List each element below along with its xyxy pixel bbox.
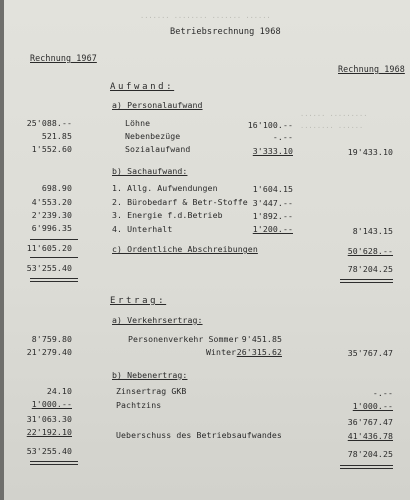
amount-1967: 4'553.20 xyxy=(31,197,72,207)
amount-1968: 1'000.-- xyxy=(352,401,393,411)
category-nebenertrag: b) Nebenertrag: xyxy=(112,370,188,380)
rule-line xyxy=(30,257,78,258)
page-edge-shadow xyxy=(0,0,4,500)
amount-1968: 41'436.78 xyxy=(347,431,393,441)
amount-detail: 26'315.62 xyxy=(236,347,282,357)
double-rule xyxy=(340,279,393,283)
category-verkehrsertrag: a) Verkehrsertrag: xyxy=(112,315,203,325)
column-header-1967: Rechnung 1967 xyxy=(30,53,97,63)
amount-1967: 1'000.-- xyxy=(31,399,72,409)
total-ertrag-1968: 78'204.25 xyxy=(347,449,393,459)
subtotal-ertrag-1968: 36'767.47 xyxy=(347,417,393,427)
section-heading-ertrag: Ertrag: xyxy=(110,296,167,306)
column-header-1968: Rechnung 1968 xyxy=(338,64,405,74)
amount-1968: 50'628.-- xyxy=(347,246,393,256)
amount-1967: 11'605.20 xyxy=(26,243,72,253)
amount-detail: -.-- xyxy=(272,132,293,142)
line-item-label: Nebenbezüge xyxy=(125,131,181,141)
line-item-label: Winter xyxy=(206,347,237,357)
amount-1968: 8'143.15 xyxy=(352,226,393,236)
amount-1968: 19'433.10 xyxy=(347,147,393,157)
amount-1968: 35'767.47 xyxy=(347,348,393,358)
amount-1967: 22'192.10 xyxy=(26,427,72,437)
total-ertrag-1967: 53'255.40 xyxy=(26,446,72,456)
section-heading-aufwand: Aufwand: xyxy=(110,82,175,92)
amount-1967: 8'759.80 xyxy=(31,334,72,344)
amount-detail: 3'333.10 xyxy=(252,146,293,156)
line-item-label: Sozialaufwand xyxy=(125,144,191,154)
category-sachaufwand: b) Sachaufwand: xyxy=(112,166,188,176)
amount-detail: 1'604.15 xyxy=(252,184,293,194)
amount-1967: 1'552.60 xyxy=(31,144,72,154)
rule-line xyxy=(30,239,78,240)
line-item-label: 2. Bürobedarf & Betr-Stoffe xyxy=(112,197,248,207)
line-item-label: Ueberschuss des Betriebsaufwandes xyxy=(116,430,282,440)
page-title: Betriebsrechnung 1968 xyxy=(170,27,281,37)
subtotal-ertrag-1967: 31'063.30 xyxy=(26,414,72,424)
line-item-label: 3. Energie f.d.Betrieb xyxy=(112,210,223,220)
amount-detail: 1'200.-- xyxy=(252,224,293,234)
amount-1967: 2'239.30 xyxy=(31,210,72,220)
amount-detail: 16'100.-- xyxy=(247,120,293,130)
amount-1967: 25'088.-- xyxy=(26,118,72,128)
bleed-through-text: ······· ········ ······· ······ xyxy=(140,14,271,22)
double-rule xyxy=(30,278,78,282)
line-item-label: 4. Unterhalt xyxy=(112,224,173,234)
total-aufwand-1968: 78'204.25 xyxy=(347,264,393,274)
amount-detail: 3'447.-- xyxy=(252,198,293,208)
line-item-label: 1. Allg. Aufwendungen xyxy=(112,183,218,193)
amount-1968: -.-- xyxy=(372,388,393,398)
total-aufwand-1967: 53'255.40 xyxy=(26,263,72,273)
amount-detail: 1'892.-- xyxy=(252,211,293,221)
amount-1967: 521.85 xyxy=(41,131,72,141)
amount-1967: 698.90 xyxy=(41,183,72,193)
category-personalaufwand: a) Personalaufwand xyxy=(112,100,203,110)
bleed-through-text: ········ ······ xyxy=(300,124,364,132)
line-item-label: Personenverkehr Sommer xyxy=(128,334,239,344)
double-rule xyxy=(340,465,393,469)
amount-1967: 21'279.40 xyxy=(26,347,72,357)
line-item-label: Zinsertrag GKB xyxy=(116,386,187,396)
amount-1967: 6'996.35 xyxy=(31,223,72,233)
line-item-label: Pachtzins xyxy=(116,400,162,410)
line-item-label: Löhne xyxy=(125,118,151,128)
double-rule xyxy=(30,461,78,465)
bleed-through-text: ······ ········· xyxy=(300,112,368,120)
category-abschreibungen: c) Ordentliche Abschreibungen xyxy=(112,244,258,254)
amount-detail: 9'451.85 xyxy=(241,334,282,344)
amount-1967: 24.10 xyxy=(46,386,72,396)
